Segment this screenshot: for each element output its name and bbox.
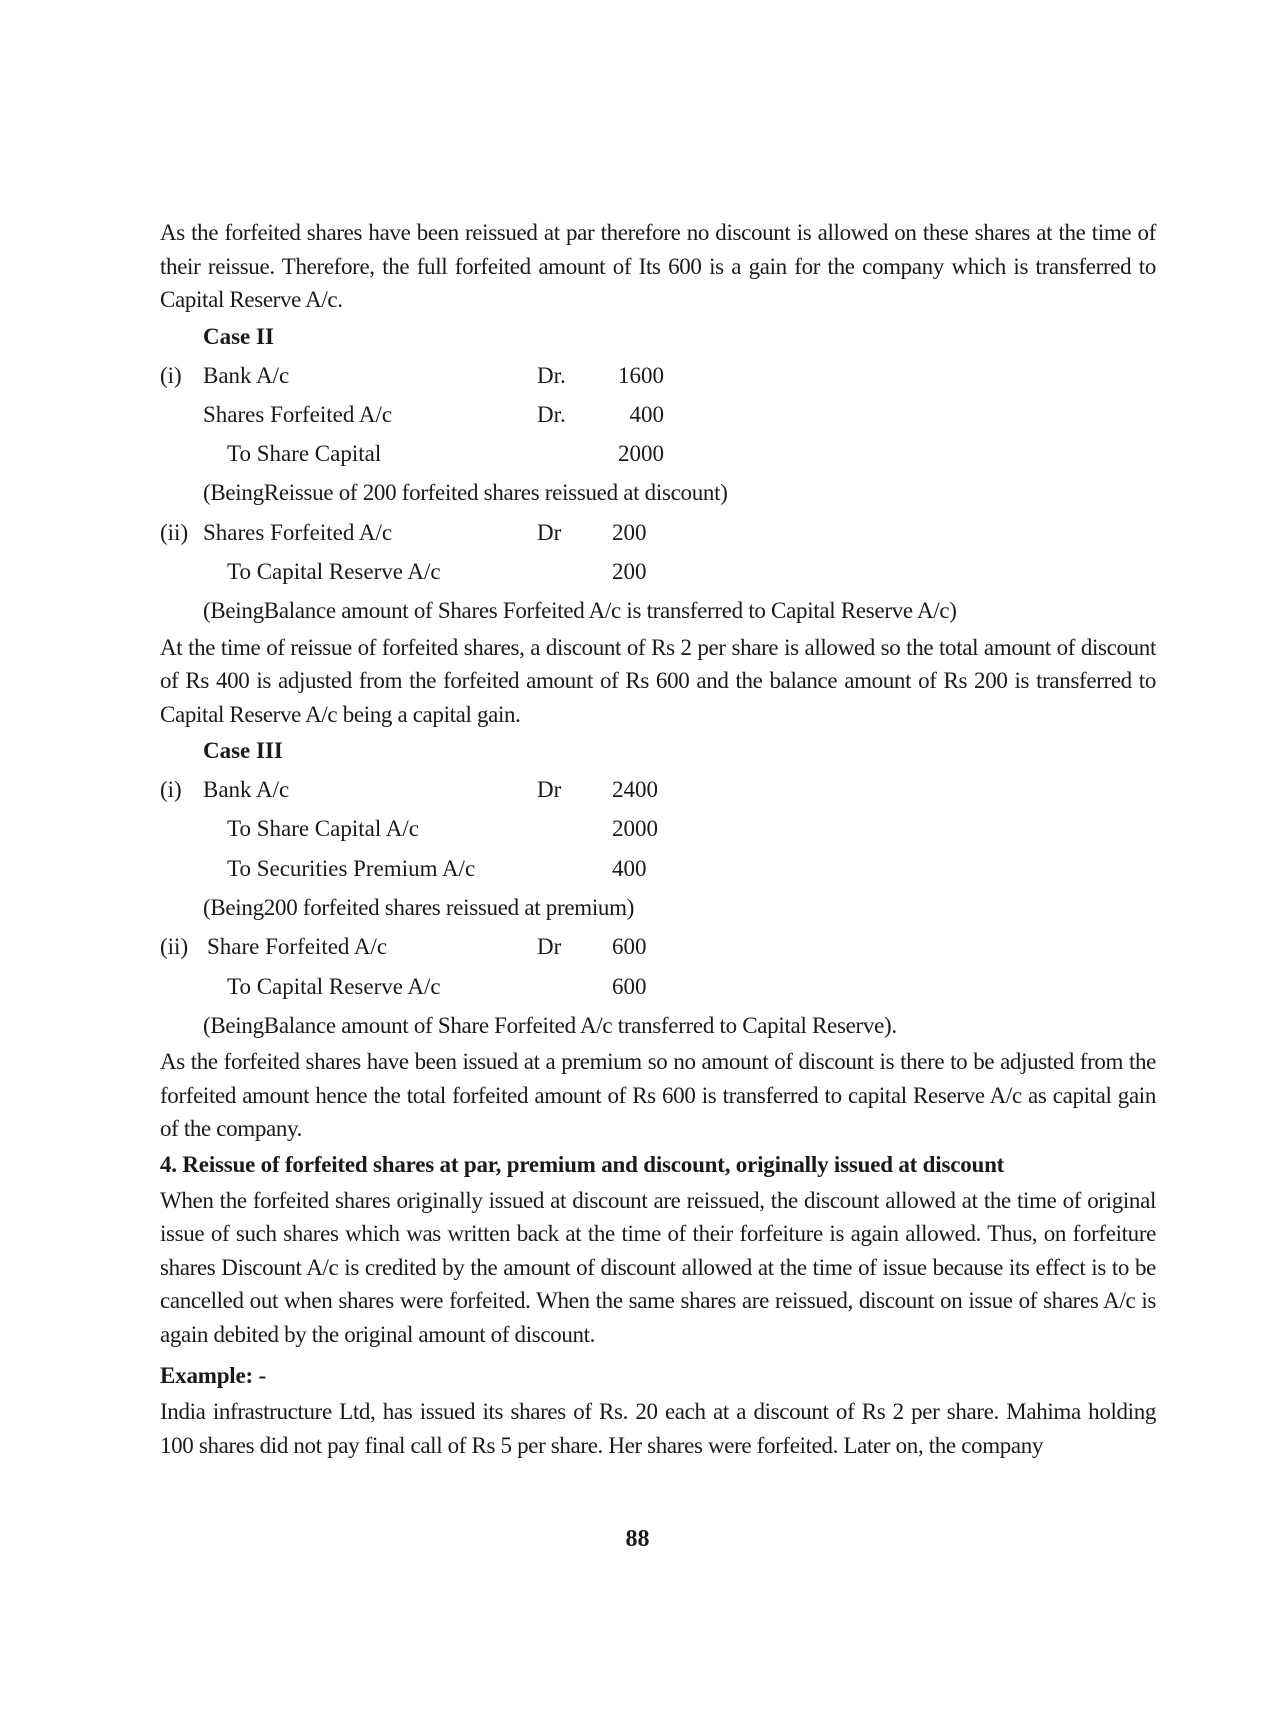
entry-number: (i) [160,362,182,388]
account-name: Bank A/c [203,777,290,803]
narration: (BeingReissue of 200 forfeited shares reissued at discount) [203,480,728,506]
example-heading: Example: - [160,1363,266,1389]
case-2-title: Case II [203,323,274,349]
journal-line [160,809,1156,848]
debit-marker: Dr [537,934,562,960]
account-name: Share Forfeited A/c [207,934,388,960]
account-name: Shares Forfeited A/c [203,401,393,427]
journal-line [160,552,1156,591]
journal-line [160,849,1156,888]
amount: 600 [612,934,647,960]
amount: 2400 [612,777,658,803]
debit-marker: Dr. [537,401,566,427]
amount: 200 [612,558,647,584]
narration: (Being200 forfeited shares reissued at premium) [203,894,635,920]
account-name: To Share Capital [227,441,382,467]
entry-number: (i) [160,777,182,803]
account-name: To Capital Reserve A/c [227,973,441,999]
narration: (BeingBalance amount of Share Forfeited A/c transferred to Capital Reserve). [203,1012,897,1038]
case-3-explanation: As the forfeited shares have been issued at a premium so no amount of discount is there to be adjusted from the forfeited amount hence the total forfeited amount of Rs 600 is transferred to capital Reserve A/c as capital gain of the company. [160,1049,1156,1142]
narration: (BeingBalance amount of Shares Forfeited A/c is transferred to Capital Reserve A/c) [203,598,957,624]
journal-line [160,770,1156,809]
debit-marker: Dr. [537,362,566,388]
account-name: To Securities Premium A/c [227,855,476,881]
case-2-explanation: At the time of reissue of forfeited shares, a discount of Rs 2 per share is allowed so the total amount of discount of Rs 400 is adjusted from the forfeited amount of Rs 600 and the balance amount of Rs 200 is transferred to Capital Reserve A/c being a capital gain. [160,634,1156,727]
journal-line [160,395,1156,434]
entry-number: (ii) [160,934,189,960]
amount: 2000 [612,816,658,842]
page-number: 88 [625,1526,650,1552]
amount: 400 [629,401,664,427]
intro-paragraph: As the forfeited shares have been reissued at par therefore no discount is allowed on these shares at the time of their reissue. Therefore, the full forfeited amount of Its 600 is a gain for the company which is transferred to Capital Reserve A/c. [160,220,1156,312]
account-name: To Capital Reserve A/c [227,558,441,584]
amount: 1600 [618,362,664,388]
account-name: Bank A/c [203,362,290,388]
journal-line [160,927,1156,966]
amount: 400 [612,855,647,881]
debit-marker: Dr [537,777,562,803]
debit-marker: Dr [537,519,562,545]
account-name: To Share Capital A/c [227,816,419,842]
case-3-title: Case III [203,738,283,764]
example-text: India infrastructure Ltd, has issued its shares of Rs. 20 each at a discount of Rs 2 per share. Mahima holding 100 shares did not pay final call of Rs 5 per share. Her shares were forfeited. Later on, the company [160,1399,1156,1458]
page-content [160,216,1156,1462]
amount: 2000 [618,441,664,467]
section-paragraph: When the forfeited shares originally issued at discount are reissued, the discount allowed at the time of original issue of such shares which was written back at the time of their forfeiture is again allowed. Thus, on forfeiture shares Discount A/c is credited by the amount of discount allowed at the time of issue because its effect is to be cancelled out when shares were forfeited. When the same shares are reissued, discount on issue of shares A/c is again debited by the original amount of discount. [160,1187,1156,1347]
journal-line [160,356,1156,395]
account-name: Shares Forfeited A/c [203,519,393,545]
entry-number: (ii) [160,519,189,545]
journal-line [160,434,1156,473]
journal-line [160,967,1156,1006]
amount: 200 [612,519,647,545]
amount: 600 [612,973,647,999]
journal-line [160,513,1156,552]
section-heading: 4. Reissue of forfeited shares at par, premium and discount, originally issued at discount [160,1151,1005,1177]
